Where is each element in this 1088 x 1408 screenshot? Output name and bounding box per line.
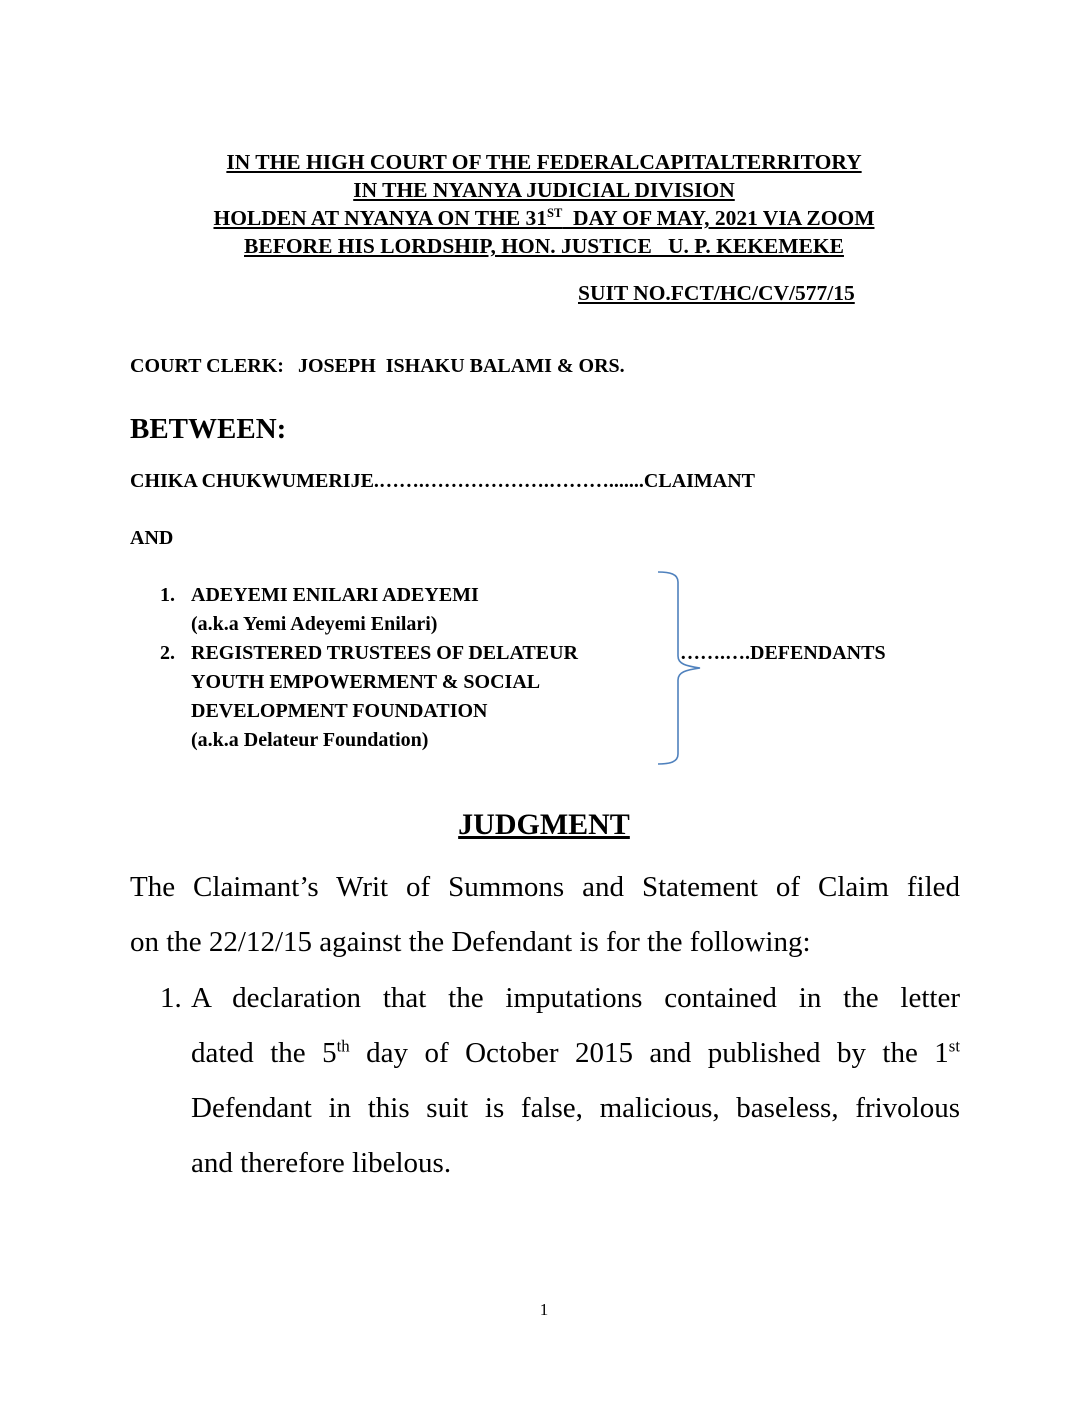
page-number: 1 (539, 1300, 549, 1319)
court-header-line-4: BEFORE HIS LORDSHIP, HON. JUSTICE U. P. KEKEMEKE (244, 234, 844, 258)
court-header-line-1: IN THE HIGH COURT OF THE FEDERALCAPITALTERRITORY (226, 150, 862, 174)
date-suffix: ST (547, 205, 563, 220)
judgment-title: JUDGMENT (458, 808, 630, 841)
intro-line-2: on the 22/12/15 against the Defendant is for the following: (130, 926, 811, 958)
item-1-number: 1. (160, 982, 182, 1014)
defendant-1-name: ADEYEMI ENILARI ADEYEMI (191, 584, 479, 606)
item-1-line-2: dated the 5th day of October 2015 and published by the 1st (191, 1036, 960, 1069)
defendant-1-aka: (a.k.a Yemi Adeyemi Enilari) (191, 613, 438, 635)
court-clerk-value: JOSEPH ISHAKU BALAMI & ORS. (297, 355, 625, 377)
item-1-line-4: and therefore libelous. (191, 1147, 452, 1179)
intro-line-1: The Claimant’s Writ of Summons and Statement of Claim filed (130, 871, 960, 903)
between-heading: BETWEEN: (130, 413, 287, 445)
defendants-bracket (652, 568, 708, 768)
defendant-2-name: REGISTERED TRUSTEES OF DELATEUR (191, 642, 578, 664)
and-label: AND (130, 527, 174, 549)
suit-number: SUIT NO.FCT/HC/CV/577/15 (578, 281, 855, 305)
court-clerk (130, 355, 625, 378)
defendant-2-aka: (a.k.a Delateur Foundation) (191, 729, 429, 751)
ordinal-st: st (948, 1036, 960, 1056)
defendant-2-number: 2. (160, 642, 175, 664)
defendant-1-number: 1. (160, 584, 175, 606)
defendant-2-name-line-2: YOUTH EMPOWERMENT & SOCIAL (191, 671, 541, 693)
item-1-line-3: Defendant in this suit is false, malicious, baseless, frivolous (191, 1092, 960, 1124)
defendants-label: …….….DEFENDANTS (680, 642, 886, 664)
defendant-2-name-line-3: DEVELOPMENT FOUNDATION (191, 700, 488, 722)
item-1-line-1: A declaration that the imputations contained in the letter (191, 982, 960, 1014)
claimant-line: CHIKA CHUKWUMERIJE.…….……………….……….......CLAIMANT (130, 470, 756, 492)
court-header-line-2: IN THE NYANYA JUDICIAL DIVISION (353, 178, 735, 202)
court-header-line-3: HOLDEN AT NYANYA ON THE 31ST DAY OF MAY, 2021 VIA ZOOM (213, 205, 875, 230)
court-clerk-label: COURT CLERK: (130, 355, 284, 377)
ordinal-th: th (336, 1036, 350, 1056)
